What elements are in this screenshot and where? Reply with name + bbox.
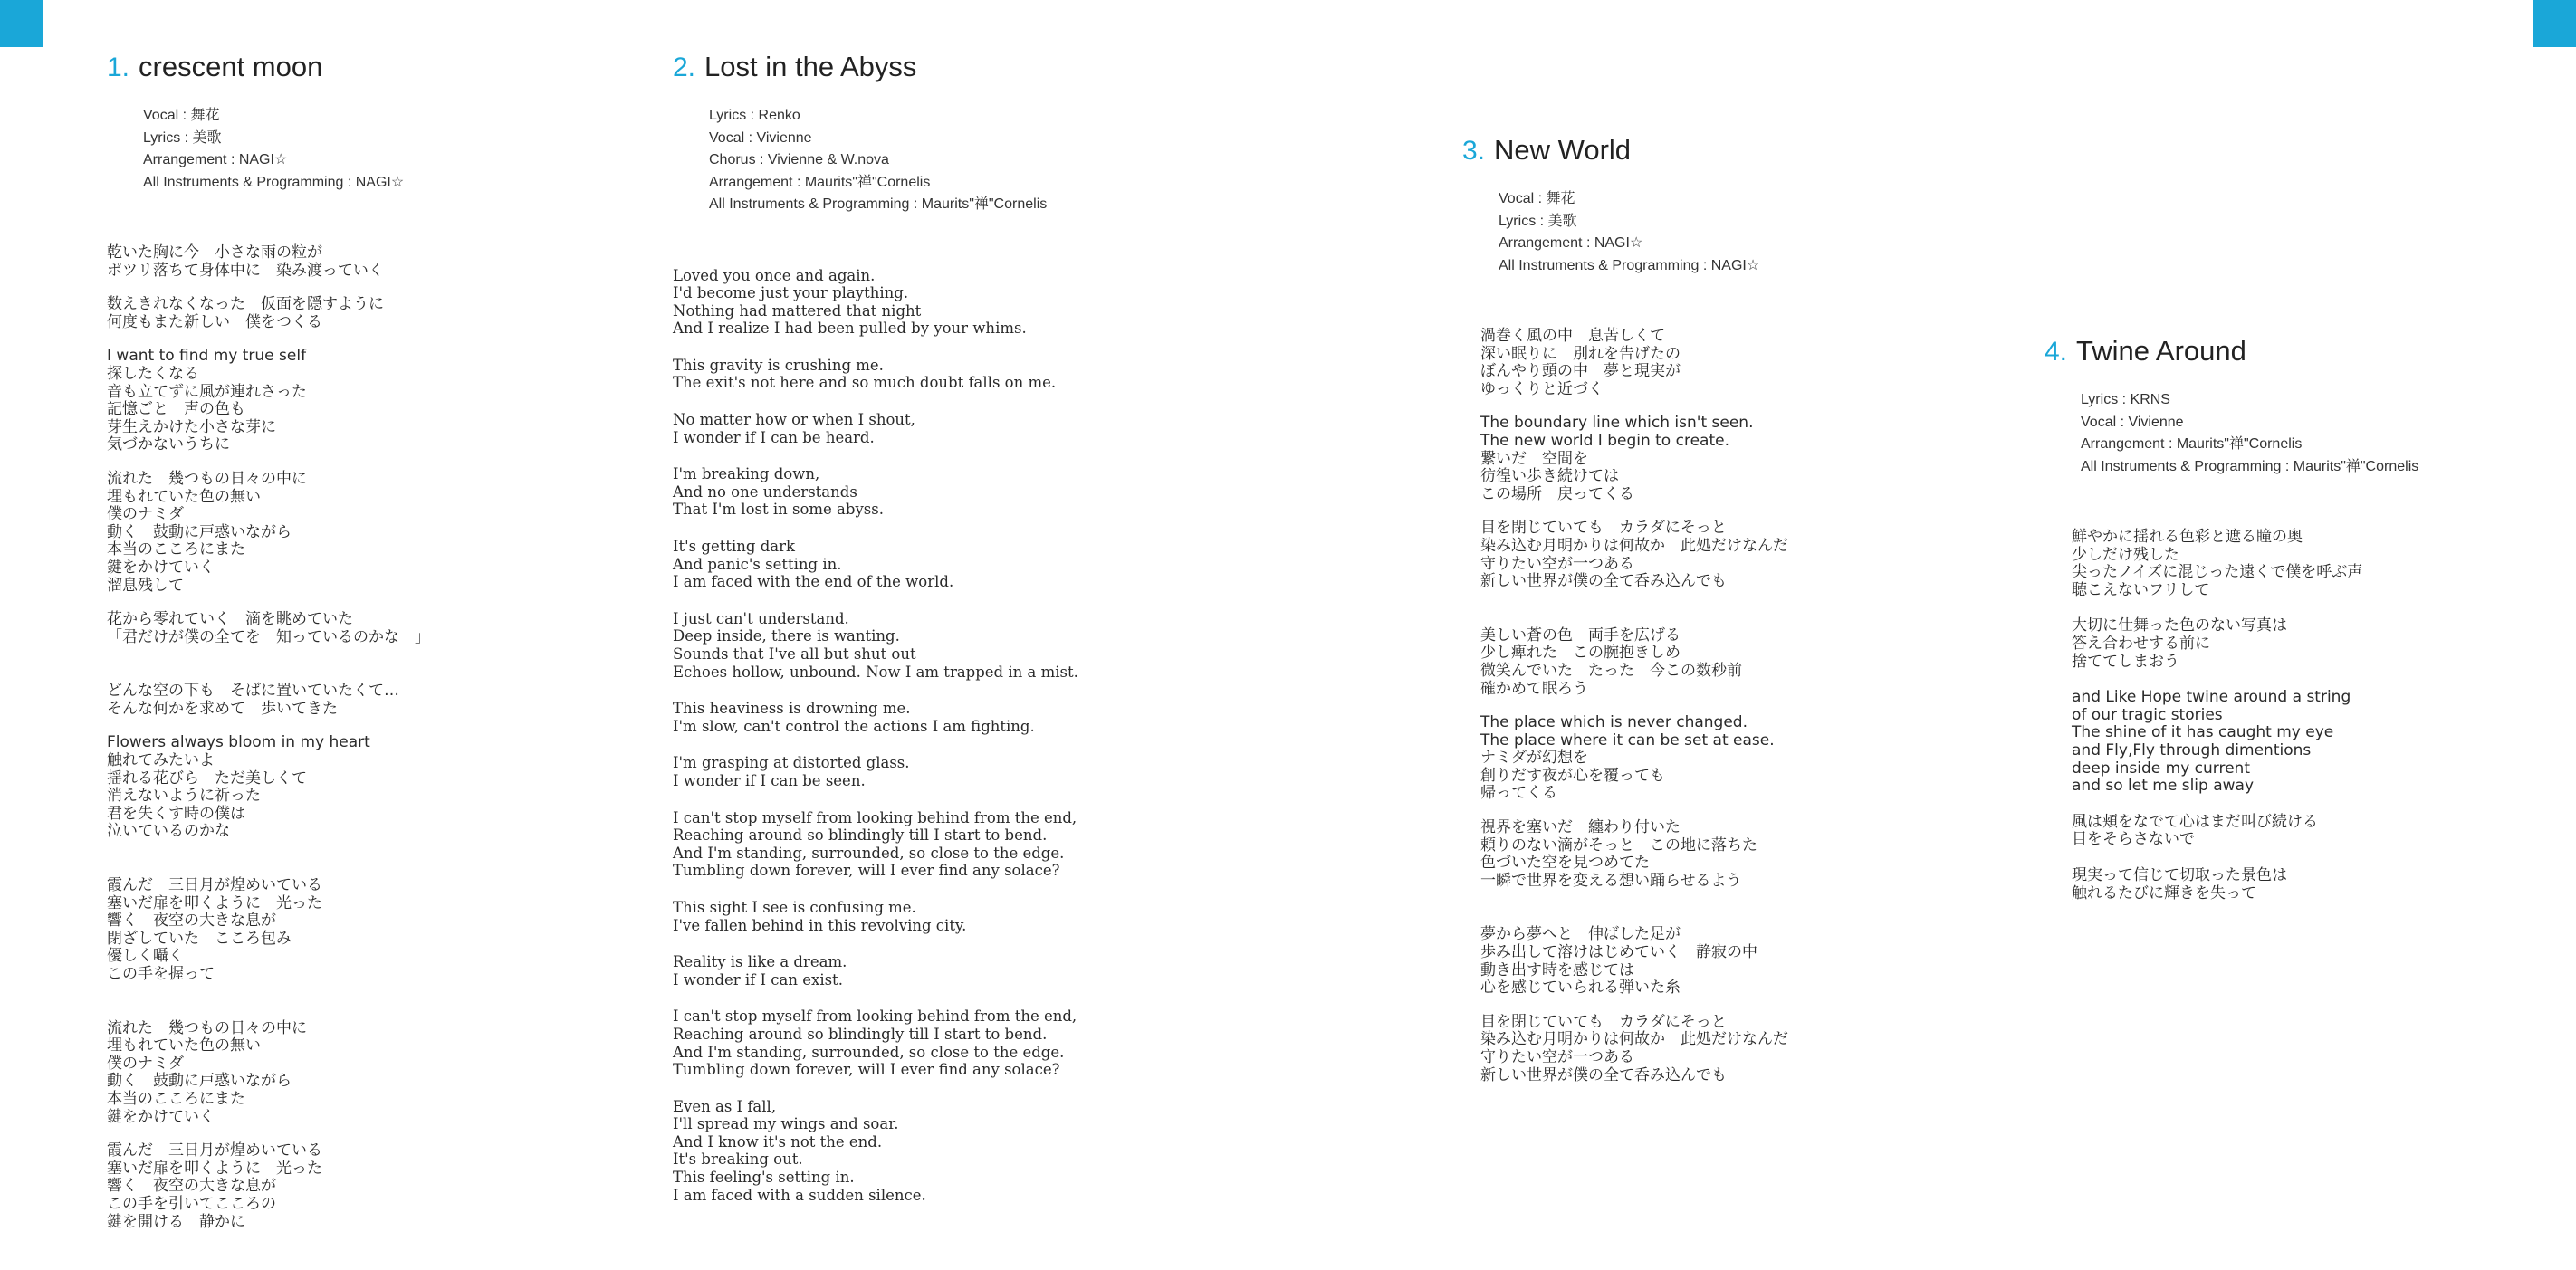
lyric-line: この手を握って xyxy=(107,965,215,983)
lyric-line: Deep inside, there is wanting. xyxy=(673,627,900,645)
credits xyxy=(143,105,614,194)
song-lost-in-the-abyss xyxy=(673,51,1252,1204)
lyric-line: and Fly,Fly through dimentions xyxy=(2072,740,2312,759)
lyric-line: 鮮やかに揺れる色彩と遮る瞳の奥 xyxy=(2072,528,2303,546)
stanza xyxy=(673,899,1252,934)
lyric-line: No matter how or when I shout, xyxy=(673,411,915,429)
lyric-line: Nothing had mattered that night xyxy=(673,301,922,320)
credit-line: Arrangement : Maurits"禅"Cornelis xyxy=(2081,436,2303,452)
lyric-line: 尖ったノイズに混じった遠くで僕を呼ぶ声 xyxy=(2072,563,2363,582)
stanza xyxy=(673,538,1252,591)
lyric-line: This feeling's setting in. xyxy=(673,1169,855,1187)
lyric-line: I just can't understand. xyxy=(673,609,849,627)
stanza xyxy=(1480,415,2024,503)
stanza xyxy=(673,465,1252,519)
lyric-line: 創りだす夜が心を覆っても xyxy=(1480,766,1665,785)
lyric-line: 溜息残して xyxy=(107,576,184,595)
track-number: 2. xyxy=(673,53,696,82)
lyric-line: 何度もまた新しい 僕をつくる xyxy=(107,312,322,331)
lyric-line: I wonder if I can be seen. xyxy=(673,771,866,789)
lyric-line: And no one understands xyxy=(673,482,857,501)
song-heading xyxy=(2045,335,2552,368)
lyric-line: I'd become just your plaything. xyxy=(673,284,909,302)
song-title: Lost in the Abyss xyxy=(704,51,917,82)
lyric-line: 新しい世界が僕の全て呑み込んでも xyxy=(1480,1065,1727,1084)
stanza xyxy=(107,244,614,280)
lyrics xyxy=(673,267,1252,1205)
lyric-line: 触れるたびに輝きを失って xyxy=(2072,883,2256,902)
lyrics xyxy=(2072,529,2552,902)
lyric-line: 夢から夢へと 伸ばした足が xyxy=(1480,925,1681,944)
stanza xyxy=(107,611,614,646)
lyric-line: This heaviness is drowning me. xyxy=(673,700,911,718)
lyric-line: この場所 戻ってくる xyxy=(1480,484,1634,503)
lyric-line: 塞いだ扉を叩くように 光った xyxy=(107,893,322,912)
lyric-line: The new world I begin to create. xyxy=(1480,431,1729,450)
lyric-line: ナミダが幻想を xyxy=(1480,749,1588,768)
lyric-line: 風は頬をなでて心はまだ叫び続ける xyxy=(2072,812,2318,831)
lyric-line: I'll spread my wings and soar. xyxy=(673,1115,899,1133)
lyric-line: And I realize I had been pulled by your whims. xyxy=(673,320,1027,338)
lyric-line: 微笑んでいた たった 今この数秒前 xyxy=(1480,661,1742,680)
track-number: 3. xyxy=(1462,136,1486,166)
song-heading xyxy=(1462,134,2024,167)
lyric-line: Reaching around so blindingly till I start to bend. xyxy=(673,826,1048,845)
lyric-line: 埋もれていた色の無い xyxy=(107,487,261,506)
song-crescent-moon xyxy=(107,51,614,1231)
credit-line: All Instruments & Programming : NAGI☆ xyxy=(143,174,405,190)
lyric-line: Reaching around so blindingly till I start to bend. xyxy=(673,1025,1048,1043)
credit-line: All Instruments & Programming : Maurits"禅"Cornelis xyxy=(709,196,1048,212)
lyric-line: 花から零れていく 滴を眺めていた xyxy=(107,610,353,629)
lyric-line: of our tragic stories xyxy=(2072,705,2223,724)
lyric-line: And panic's setting in. xyxy=(673,555,842,573)
lyric-line: And I'm standing, surrounded, so close to the edge. xyxy=(673,844,1065,862)
credit-line: Lyrics : Renko xyxy=(709,108,800,123)
lyric-line: 鍵をかけていく xyxy=(107,1107,215,1126)
lyric-line: 確かめて眠ろう xyxy=(1480,679,1588,698)
stanza xyxy=(1480,328,2024,398)
lyric-line: 泣いているのかな xyxy=(107,822,230,841)
lyric-line: 守りたい空が一つある xyxy=(1480,1048,1634,1066)
lyric-line: ゆっくりと近づく xyxy=(1480,379,1604,398)
stanza xyxy=(1480,1014,2024,1084)
stanza xyxy=(673,357,1252,392)
lyric-line: 乾いた胸に今 小さな雨の粒が xyxy=(107,243,322,262)
lyric-line: 捨ててしまおう xyxy=(2072,652,2179,671)
lyric-line: I am faced with the end of the world. xyxy=(673,573,954,591)
lyric-line: 消えないように祈った xyxy=(107,787,261,806)
lyric-line: The shine of it has caught my eye xyxy=(2072,723,2334,742)
track-number: 1. xyxy=(107,53,130,82)
lyric-line: It's breaking out. xyxy=(673,1151,803,1169)
lyric-line: 響く 夜空の大きな息が xyxy=(107,1177,276,1196)
lyric-line: 「君だけが僕の全てを 知っているのかな 」 xyxy=(107,627,430,646)
lyric-line: 響く 夜空の大きな息が xyxy=(107,912,276,931)
song-heading xyxy=(107,51,614,83)
lyric-line: This gravity is crushing me. xyxy=(673,356,884,374)
credit-line: Arrangement : NAGI☆ xyxy=(1499,235,1643,251)
lyric-line: 美しい蒼の色 両手を広げる xyxy=(1480,625,1681,645)
stanza xyxy=(107,471,614,595)
lyric-line: 音も立てずに風が連れさった xyxy=(107,382,307,401)
credit-line: Lyrics : 美歌 xyxy=(1499,213,1577,229)
lyric-line: 一瞬で世界を変える想い踊らせるよう xyxy=(1480,871,1742,890)
stanza xyxy=(2072,529,2552,599)
lyric-line: 閉ざしていた こころ包み xyxy=(107,929,292,948)
stanza xyxy=(673,1098,1252,1205)
lyric-line: ポツリ落ちて身体中に 染み渡っていく xyxy=(107,261,384,280)
lyric-line: 染み込む月明かりは何故か 此処だけなんだ xyxy=(1480,536,1788,555)
credit-line: Vocal : Vivienne xyxy=(709,129,812,146)
stanza xyxy=(673,953,1252,988)
lyric-line: 動く 鼓動に戸惑いながら xyxy=(107,1072,292,1091)
stanza xyxy=(1480,926,2024,997)
credit-line: All Instruments & Programming : NAGI☆ xyxy=(1499,257,1760,273)
lyric-line: 動き出す時を感じては xyxy=(1480,960,1634,979)
stanza xyxy=(2072,689,2552,796)
credits xyxy=(2081,389,2552,478)
lyric-line: 視界を塞いだ 纏わり付いた xyxy=(1480,818,1681,837)
lyric-line: I wonder if I can exist. xyxy=(673,970,843,988)
lyric-line: 塞いだ扉を叩くように 光った xyxy=(107,1159,322,1178)
lyric-line: I'm grasping at distorted glass. xyxy=(673,754,910,772)
lyric-line: 少しだけ残した xyxy=(2072,545,2179,564)
credits xyxy=(709,105,1252,216)
lyric-line: I am faced with a sudden silence. xyxy=(673,1186,926,1204)
lyric-line: This sight I see is confusing me. xyxy=(673,898,916,916)
lyric-line: Echoes hollow, unbound. Now I am trapped in a mist. xyxy=(673,663,1078,681)
stanza xyxy=(673,754,1252,789)
lyric-line: deep inside my current xyxy=(2072,759,2250,778)
lyric-line: 深い眠りに 別れを告げたの xyxy=(1480,344,1681,363)
lyric-line: 僕のナミダ xyxy=(107,505,184,524)
lyric-line: 心を感じていられる弾いた糸 xyxy=(1480,979,1681,998)
lyric-line: 優しく囁く xyxy=(107,947,184,966)
track-number: 4. xyxy=(2045,337,2068,367)
lyric-line: I can't stop myself from looking behind from the end, xyxy=(673,808,1077,826)
lyric-line: I wonder if I can be heard. xyxy=(673,428,875,446)
lyric-line: 探したくなる xyxy=(107,364,199,383)
lyric-line: 繋いだ 空間を xyxy=(1480,449,1588,468)
lyric-line: どんな空の下も そばに置いていたくて… xyxy=(107,682,399,701)
lyric-line: It's getting dark xyxy=(673,538,795,556)
lyric-line: 聴こえないフリして xyxy=(2072,580,2210,599)
stanza xyxy=(107,296,614,331)
lyric-line: 霞んだ 三日月が煌めいている xyxy=(107,876,322,895)
lyric-line: 頼りのない滴がそっと この地に落ちた xyxy=(1480,836,1757,855)
lyric-line: ぼんやり頭の中 夢と現実が xyxy=(1480,362,1681,381)
credit-line: Arrangement : NAGI☆ xyxy=(143,152,288,167)
lyric-line: この手を引いてこころの xyxy=(107,1194,276,1213)
stanza xyxy=(107,683,614,718)
lyric-line: and so let me slip away xyxy=(2072,777,2255,796)
lyric-line: 鍵をかけていく xyxy=(107,558,215,577)
stanza xyxy=(673,809,1252,880)
song-new-world xyxy=(1462,134,2024,1084)
lyric-line: 記憶ごと 声の色も xyxy=(107,400,245,419)
lyric-line: And I'm standing, surrounded, so close to the edge. xyxy=(673,1043,1065,1061)
lyric-line: and Like Hope twine around a string xyxy=(2072,688,2351,707)
lyric-line: 僕のナミダ xyxy=(107,1054,184,1073)
lyric-line: The boundary line which isn't seen. xyxy=(1480,414,1754,433)
lyric-line: I've fallen behind in this revolving city. xyxy=(673,916,967,934)
lyric-line: 染み込む月明かりは何故か 此処だけなんだ xyxy=(1480,1030,1788,1049)
lyric-line: 芽生えかけた小さな芽に xyxy=(107,417,276,436)
lyric-line: Loved you once and again. xyxy=(673,266,876,284)
song-twine-around xyxy=(2045,335,2552,902)
lyric-line: Reality is like a dream. xyxy=(673,953,847,971)
stanza xyxy=(2072,867,2552,902)
lyric-line: 現実って信じて切取った景色は xyxy=(2072,865,2287,884)
lyric-line: The place which is never changed. xyxy=(1480,713,1748,732)
lyric-line: 埋もれていた色の無い xyxy=(107,1036,261,1055)
lyric-line: 霞んだ 三日月が煌めいている xyxy=(107,1141,322,1160)
credit-line: Vocal : 舞花 xyxy=(143,108,220,123)
song-title: Twine Around xyxy=(2076,335,2246,367)
lyric-line: 触れてみたいよ xyxy=(107,751,215,770)
lyric-line: The exit's not here and so much doubt falls on me. xyxy=(673,374,1057,392)
lyric-line: 気づかないうちに xyxy=(107,435,230,454)
lyric-line: 流れた 幾つもの日々の中に xyxy=(107,469,307,488)
stanza xyxy=(673,1007,1252,1078)
credit-line: Vocal : Vivienne xyxy=(2081,414,2184,430)
lyric-line: That I'm lost in some abyss. xyxy=(673,501,884,519)
stanza xyxy=(107,1142,614,1231)
lyric-line: 新しい世界が僕の全て呑み込んでも xyxy=(1480,572,1727,591)
lyric-line: 目をそらさないで xyxy=(2072,830,2195,849)
lyric-line: I can't stop myself from looking behind from the end, xyxy=(673,1007,1077,1026)
lyric-line: 数えきれなくなった 仮面を隠すように xyxy=(107,295,384,314)
lyric-line: Sounds that I've all but shut out xyxy=(673,645,916,663)
lyric-line: I'm slow, can't control the actions I am fighting. xyxy=(673,717,1035,735)
credit-line: Lyrics : 美歌 xyxy=(143,129,222,146)
credit-line: Lyrics : KRNS xyxy=(2081,392,2170,407)
lyric-line: そんな何かを求めて 歩いてきた xyxy=(107,699,338,718)
lyric-line: 彷徨い歩き続けては xyxy=(1480,467,1619,486)
lyric-line: 答え合わせする前に xyxy=(2072,634,2210,653)
lyric-line: Tumbling down forever, will I ever find any solace? xyxy=(673,862,1060,880)
stanza xyxy=(107,734,614,841)
stanza xyxy=(107,877,614,984)
lyric-line: Tumbling down forever, will I ever find any solace? xyxy=(673,1061,1060,1079)
credit-line: Arrangement : Maurits"禅"Cornelis xyxy=(709,174,931,190)
stanza xyxy=(1480,714,2024,803)
lyric-line: 動く 鼓動に戸惑いながら xyxy=(107,522,292,541)
lyrics xyxy=(107,244,614,1231)
credit-line: All Instruments & Programming : Maurits"禅"Cornelis xyxy=(2081,458,2419,474)
stanza xyxy=(107,1020,614,1127)
stanza xyxy=(673,610,1252,681)
lyric-line: 本当のこころにまた xyxy=(107,540,245,559)
lyric-line: And I know it's not the end. xyxy=(673,1132,883,1151)
lyric-line: 本当のこころにまた xyxy=(107,1089,245,1108)
lyric-line: 流れた 幾つもの日々の中に xyxy=(107,1018,307,1037)
stanza xyxy=(2072,617,2552,671)
stanza xyxy=(1480,627,2024,698)
stanza xyxy=(673,411,1252,446)
lyric-line: 少し痺れた この腕抱きしめ xyxy=(1480,644,1681,663)
song-title: New World xyxy=(1494,134,1632,166)
lyric-line: 君を失くす時の僕は xyxy=(107,804,245,823)
stanza xyxy=(2072,814,2552,849)
lyric-line: 歩み出して溶けはじめていく 静寂の中 xyxy=(1480,943,1757,962)
lyric-line: Flowers always bloom in my heart xyxy=(107,733,370,752)
lyric-line: 守りたい空が一つある xyxy=(1480,554,1634,573)
stanza xyxy=(673,267,1252,338)
lyrics xyxy=(1480,328,2024,1084)
credits xyxy=(1499,188,2024,277)
lyric-line: The place where it can be set at ease. xyxy=(1480,730,1775,750)
lyric-line: 目を閉じていても カラダにそっと xyxy=(1480,519,1727,538)
stanza xyxy=(1480,819,2024,890)
lyric-line: 大切に仕舞った色のない写真は xyxy=(2072,616,2287,635)
lyric-line: 色づいた空を見つめてた xyxy=(1480,854,1650,873)
lyric-line: 揺れる花びら ただ美しくて xyxy=(107,769,307,788)
lyric-line: Even as I fall, xyxy=(673,1097,777,1115)
stanza xyxy=(673,700,1252,735)
song-title: crescent moon xyxy=(139,51,323,82)
lyric-line: 渦巻く風の中 息苦しくて xyxy=(1480,327,1665,345)
lyric-line: 目を閉じていても カラダにそっと xyxy=(1480,1012,1727,1031)
corner-accent-left xyxy=(0,0,43,47)
lyric-line: I want to find my true self xyxy=(107,347,307,366)
lyric-line: 鍵を開ける 静かに xyxy=(107,1212,245,1231)
credit-line: Vocal : 舞花 xyxy=(1499,191,1575,206)
corner-accent-right xyxy=(2533,0,2576,47)
credit-line: Chorus : Vivienne & W.nova xyxy=(709,152,889,167)
stanza xyxy=(1480,520,2024,590)
stanza xyxy=(107,348,614,454)
song-heading xyxy=(673,51,1252,83)
lyric-line: 帰ってくる xyxy=(1480,784,1557,803)
lyric-line: I'm breaking down, xyxy=(673,465,820,483)
